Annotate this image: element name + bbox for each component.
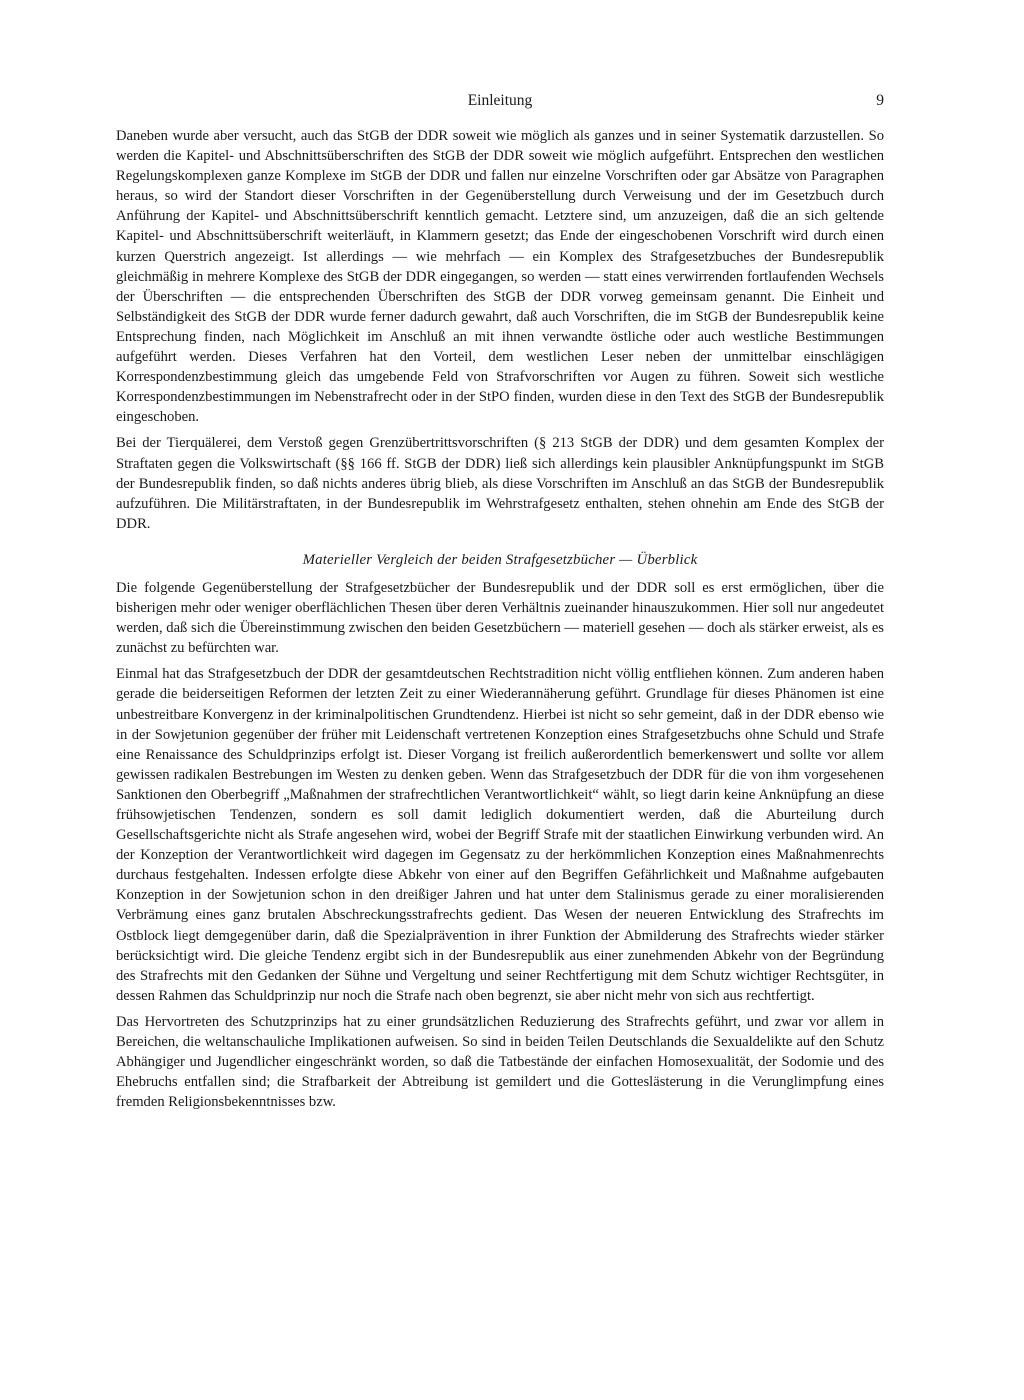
paragraph: Daneben wurde aber versucht, auch das StGB der DDR soweit wie möglich als ganzes und in seiner Systematik darzustellen. So werden die Kapitel- und Abschnittsüberschriften des StGB der DDR soweit wie möglich aufgeführt. Entsprechen den westlichen Regelungskomplexen ganze Komplexe im StGB der DDR und fallen nur einzelne Vorschriften oder gar Absätze von Paragraphen heraus, so wird der Standort dieser Vorschriften in der Gegenüberstellung durch Verweisung und der im Gesetzbuch durch Anführung der Kapitel- und Abschnittsüberschrift kenntlich gemacht. Letztere sind, um anzuzeigen, daß die an sich geltende Kapitel- und Abschnittsüberschrift weiterläuft, in Klammern gesetzt; das Ende der eingeschobenen Vorschrift wird durch einen kurzen Querstrich angezeigt. Ist allerdings — wie mehrfach — ein Komplex des Strafgesetzbuches der Bundesrepublik gleichmäßig in mehrere Komplexe des StGB der DDR eingegangen, so werden — statt eines verwirrenden fortlaufenden Wechsels der Überschriften — die entsprechenden Überschriften des StGB der DDR vorweg gemeinsam genannt. Die Einheit und Selbständigkeit des StGB der DDR wurde ferner dadurch gewahrt, daß auch Vorschriften, die im StGB der Bundesrepublik keine Entsprechung finden, nach Möglichkeit im Anschluß an mit ihnen verwandte östliche oder auch westliche Bestimmungen aufgeführt werden. Dieses Verfahren hat den Vorteil, dem westlichen Leser neben der unmittelbar einschlägigen Korrespondenzbestimmung gleich das umgebende Feld von Strafvorschriften vor Augen zu führen. Soweit sich westliche Korrespondenzbestimmungen im Nebenstrafrecht oder in der StPO finden, wurden diese in den Text des StGB der Bundesrepublik eingeschoben. — [116, 128, 884, 426]
paragraph: Die folgende Gegenüberstellung der Strafgesetzbücher der Bundesrepublik und der DDR soll es erst ermöglichen, über die bisherigen mehr oder weniger oberflächlichen Thesen über deren Verhältnis zueinander hinauszukommen. Hier soll nur angedeutet werden, daß sich die Übereinstimmung zwischen den beiden Gesetzbüchern — materiell gesehen — doch als stärker erweist, als es zunächst zu befürchten war. — [116, 579, 884, 657]
paragraph: Das Hervortreten des Schutzprinzips hat zu einer grundsätzlichen Reduzierung des Strafrechts geführt, und zwar vor allem in Bereichen, die weltanschauliche Implikationen aufweisen. So sind in beiden Teilen Deutschlands die Sexualdelikte auf den Schutz Abhängiger und Jugendlicher eingeschränkt worden, so daß die Tatbestände der einfachen Homosexualität, der Sodomie und des Ehebruchs entfallen sind; die Strafbarkeit der Abtreibung ist gemildert und die Gotteslästerung in die Verunglimpfung eines fremden Religionsbekenntnisses bzw. — [116, 1013, 884, 1111]
page-number: 9 — [876, 92, 884, 109]
paragraph: Einmal hat das Strafgesetzbuch der DDR der gesamtdeutschen Rechtstradition nicht völlig entfliehen können. Zum anderen haben gerade die beiderseitigen Reformen der letzten Zeit zu einer Wiederannäherung geführt. Grundlage für dieses Phänomen ist eine unbestreitbare Konvergenz in der kriminalpolitischen Grundtendenz. Hierbei ist nicht so sehr gemeint, daß in der DDR ebenso wie in der Sowjetunion gegenüber der früher mit Leidenschaft vertretenen Konzeption eines Strafgesetzbuchs ohne Schuld und Strafe eine Renaissance des Schuldprinzips erfolgt ist. Dieser Vorgang ist freilich außerordentlich bemerkenswert und sollte vor allem gewissen radikalen Bestrebungen im Westen zu denken geben. Wenn das Strafgesetzbuch der DDR für die von ihm vorgesehenen Sanktionen den Oberbegriff „Maßnahmen der strafrechtlichen Verantwortlichkeit“ wählt, so liegt darin keine Anknüpfung an diese frühsowjetischen Tendenzen, sondern es soll damit lediglich dokumentiert werden, daß die Aburteilung durch Gesellschaftsgerichte nicht als Strafe angesehen wird, wobei der Begriff Strafe mit der staatlichen Einwirkung verbunden wird. An der Konzeption der Verantwortlichkeit wird dagegen im Gegensatz zu der herkömmlichen Konzeption eines Maßnahmenrechts durchaus festgehalten. Indessen erfolgte diese Abkehr von einer auf den Begriffen Gefährlichkeit und Maßnahme aufgebauten Konzeption in der Sowjetunion schon in den dreißiger Jahren und hat unter dem Stalinismus gerade zu einer moralisierenden Verbrämung eines ganz brutalen Abschreckungsstrafrechts gedient. Das Wesen der neueren Entwicklung des Strafrechts im Ostblock liegt demgegenüber darin, daß die Spezialprävention in ihrer Funktion der Abmilderung des Strafrechts wieder stärker berücksichtigt wird. Die gleiche Tendenz ergibt sich in der Bundesrepublik aus einer zunehmenden Abkehr von der Begründung des Strafrechts mit den Gedanken der Sühne und Vergeltung und seiner Rechtfertigung mit dem Schutz wichtiger Rechtsgüter, in dessen Rahmen das Schuldprinzip nur noch die Strafe nach oben begrenzt, sie aber nicht mehr von sich aus rechtfertigt. — [116, 666, 884, 1004]
running-title: Einleitung — [467, 92, 533, 109]
paragraph: Bei der Tierquälerei, dem Verstoß gegen Grenzübertrittsvorschriften (§ 213 StGB der DDR) und dem gesamten Komplex der Straftaten gegen die Volkswirtschaft (§§ 166 ff. StGB der DDR) ließ sich allerdings kein plausibler Anknüpfungspunkt im StGB der Bundesrepublik finden, so daß nichts anderes übrig blieb, als diese Vorschriften im Anschluß an das StGB der Bundesrepublik aufzuführen. Die Militärstraftaten, in der Bundesrepublik im Wehrstrafgesetz enthalten, stehen ohnehin am Ende des StGB der DDR. — [116, 435, 884, 532]
document-page — [116, 84, 884, 1118]
running-header — [116, 84, 884, 114]
section-heading: Materieller Vergleich der beiden Strafgesetzbücher — Überblick — [302, 551, 698, 568]
body-text — [116, 126, 884, 1112]
